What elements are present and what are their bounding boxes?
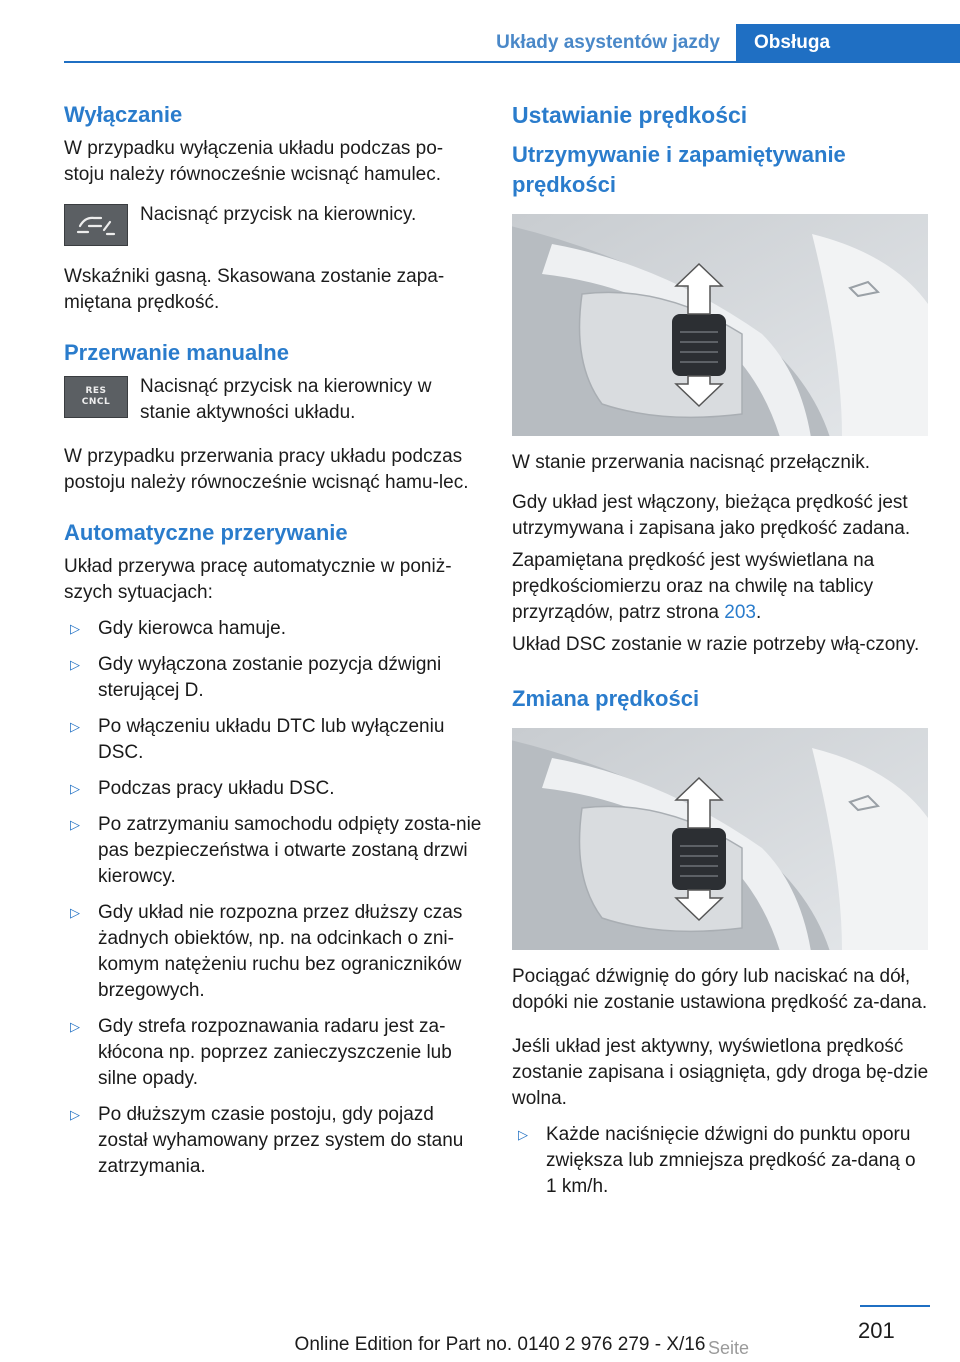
steering-wheel-lever-photo-2 <box>512 728 928 950</box>
steering-wheel-lever-photo-1 <box>512 214 928 436</box>
heading-zmiana: Zmiana prędkości <box>512 686 700 711</box>
page-link-203[interactable]: 203 <box>724 602 756 623</box>
page-number: 201 <box>858 1318 895 1343</box>
cncl-label: CNCL <box>81 397 111 407</box>
heading-manualne: Przerwanie manualne <box>64 340 289 365</box>
list-item: ▷ Gdy układ nie rozpozna przez dłuższy czas żadnych obiektów, np. na odcinkach o zni-komym natężeniu ruchu bez ograniczników brzegowych. <box>70 902 463 1001</box>
para-automatyczne: Układ przerywa pracę automatycznie w poniż-szych sytuacjach: <box>64 556 452 603</box>
right-column <box>512 100 930 1210</box>
bullet-triangle-icon: ▷ <box>70 719 80 734</box>
para-jesli: Jeśli układ jest aktywny, wyświetlona prędkość zostanie zapisana i osiągnięta, gdy droga bę-dzie wolna. <box>512 1036 929 1109</box>
page-header <box>0 0 960 62</box>
list-item: ▷ Każde naciśnięcie dźwigni do punktu oporu zwiększa lub zmniejsza prędkość za-daną o 1 km/h. <box>518 1124 916 1197</box>
page-number-rule <box>860 1305 930 1307</box>
para-postoj: W przypadku przerwania pracy układu podczas postoju należy równocześnie wcisnąć hamu-lec. <box>64 446 469 493</box>
section-title: Układy asystentów jazdy <box>496 32 720 53</box>
para-dsc: Układ DSC zostanie w razie potrzeby włą-czony. <box>512 634 920 655</box>
heading-wylaczanie: Wyłączanie <box>64 102 183 127</box>
chapter-tab: Obsługa <box>736 24 960 62</box>
list-item: ▷ Po dłuższym czasie postoju, gdy pojazd został wyhamowany przez system do stanu zatrzymania. <box>70 1104 464 1177</box>
para-wlaczony: Gdy układ jest włączony, bieżąca prędkość jest utrzymywana i zapisana jako prędkość zadana. <box>512 492 911 539</box>
bullet-triangle-icon: ▷ <box>70 1019 80 1034</box>
para-przerwanie: W stanie przerwania nacisnąć przełącznik. <box>512 452 870 473</box>
list-item: ▷ Gdy strefa rozpoznawania radaru jest za-kłócona np. poprzez zanieczyszczenie lub silne opady. <box>70 1016 452 1089</box>
res-cncl-icon <box>64 376 128 418</box>
left-column <box>64 100 482 1190</box>
para-zapamietana: Zapamiętana prędkość jest wyświetlana na prędkościomierzu oraz na chwilę na tablicy przyrządów, patrz strona 203. <box>512 550 875 623</box>
list-item: ▷ Podczas pracy układu DSC. <box>70 778 335 799</box>
heading-automatyczne: Automatyczne przerywanie <box>64 520 348 545</box>
edition-footer: Online Edition for Part no. 0140 2 976 279 - X/16 <box>294 1334 706 1355</box>
res-label: RES <box>85 386 107 396</box>
button-instruction-2-text: Nacisnąć przycisk na kierownicy w stanie aktywności układu. <box>140 376 432 423</box>
bullet-triangle-icon: ▷ <box>70 905 80 920</box>
list-item: ▷ Po włączeniu układu DTC lub wyłączeniu DSC. <box>70 716 445 763</box>
watermark: Seite <box>708 1338 750 1358</box>
bullet-triangle-icon: ▷ <box>518 1127 528 1142</box>
speed-change-list <box>512 1122 930 1200</box>
bullet-triangle-icon: ▷ <box>70 817 80 832</box>
heading-ustawianie: Ustawianie prędkości <box>512 102 748 128</box>
list-item: ▷ Po zatrzymaniu samochodu odpięty zosta-nie pas bezpieczeństwa i otwarte zostaną drzwi kierowcy. <box>70 814 482 887</box>
bullet-triangle-icon: ▷ <box>70 621 80 636</box>
button-instruction-1-text: Nacisnąć przycisk na kierownicy. <box>140 204 417 225</box>
bullet-triangle-icon: ▷ <box>70 1107 80 1122</box>
heading-utrzymywanie: Utrzymywanie i zapamiętywanie prędkości <box>512 142 846 197</box>
button-instruction-2 <box>64 374 482 426</box>
auto-stop-list <box>64 616 482 1180</box>
bullet-triangle-icon: ▷ <box>70 781 80 796</box>
bullet-triangle-icon: ▷ <box>70 657 80 672</box>
button-instruction-1 <box>64 202 482 246</box>
list-item: ▷ Gdy wyłączona zostanie pozycja dźwigni sterującej D. <box>70 654 442 701</box>
para-pociagac: Pociągać dźwignię do góry lub naciskać na dół, dopóki nie zostanie ustawiona prędkość za-dana. <box>512 966 928 1013</box>
list-item: ▷ Gdy kierowca hamuje. <box>70 618 286 639</box>
para-wylaczanie: W przypadku wyłączenia układu podczas po-stoju należy równocześnie wcisnąć hamulec. <box>64 138 444 185</box>
cruise-control-icon <box>64 204 128 246</box>
para-wskazniki: Wskaźniki gasną. Skasowana zostanie zapa-miętana prędkość. <box>64 266 445 313</box>
header-rule <box>64 61 960 63</box>
